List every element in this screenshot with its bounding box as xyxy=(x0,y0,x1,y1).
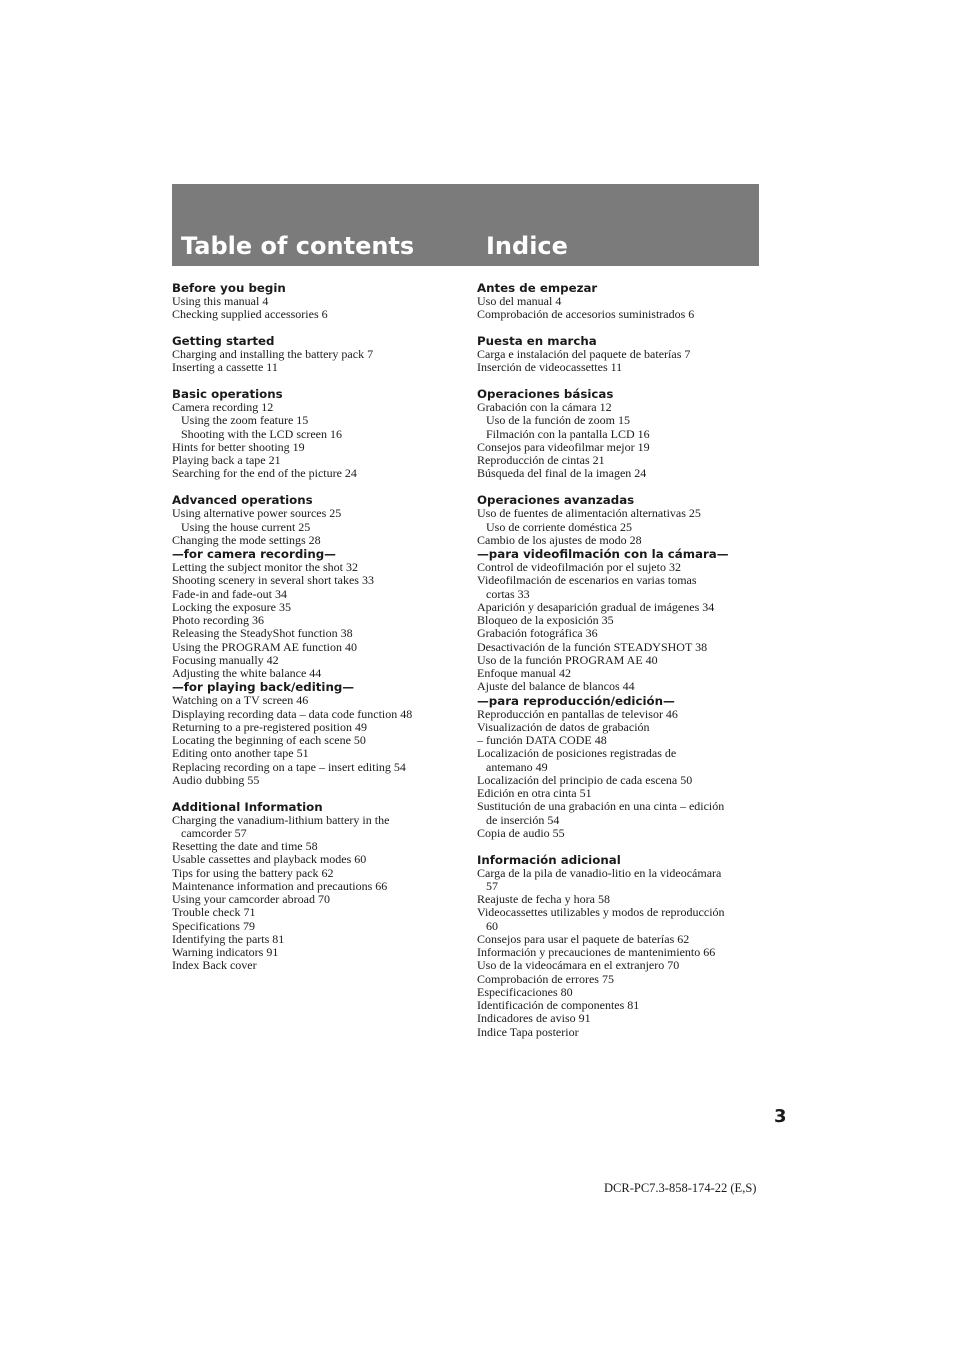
toc-entry: Especificaciones 80 xyxy=(477,984,573,999)
toc-entry: camcorder 57 xyxy=(181,825,247,840)
toc-entry: Using your camcorder abroad 70 xyxy=(172,892,330,907)
section-heading: Advanced operations xyxy=(172,493,313,508)
toc-section xyxy=(477,334,762,375)
toc-entry: Cambio de los ajustes de modo 28 xyxy=(477,532,642,547)
toc-entry: Releasing the SteadyShot function 38 xyxy=(172,626,353,641)
toc-entry: Inserting a cassette 11 xyxy=(172,360,278,375)
toc-entry: Reajuste de fecha y hora 58 xyxy=(477,892,610,907)
toc-section xyxy=(477,493,762,840)
toc-entry: Búsqueda del final de la imagen 24 xyxy=(477,466,647,481)
toc-entry: Consejos para videofilmar mejor 19 xyxy=(477,439,650,454)
toc-entry: 57 xyxy=(486,878,498,893)
toc-entry: Using the PROGRAM AE function 40 xyxy=(172,639,358,654)
toc-entry: Resetting the date and time 58 xyxy=(172,839,318,854)
toc-entry: Shooting scenery in several short takes 33 xyxy=(172,573,374,588)
section-heading: Before you begin xyxy=(172,281,286,295)
toc-entry: Checking supplied accessories 6 xyxy=(172,307,328,322)
toc-entry: Displaying recording data – data code function 48 xyxy=(172,706,413,721)
toc-entry: antemano 49 xyxy=(486,759,548,774)
toc-entry: Watching on a TV screen 46 xyxy=(172,693,309,708)
toc-entry: Editing onto another tape 51 xyxy=(172,746,309,761)
section-heading: Puesta en marcha xyxy=(477,334,597,349)
toc-entry: Reproducción en pantallas de televisor 46 xyxy=(477,706,678,721)
toc-entry: Using this manual 4 xyxy=(172,294,269,308)
section-heading: —for playing back/editing— xyxy=(172,680,355,695)
toc-entry: Comprobación de errores 75 xyxy=(477,971,614,986)
section-heading: Operaciones avanzadas xyxy=(477,493,635,508)
toc-entry: Comprobación de accesorios suministrados 6 xyxy=(477,307,695,322)
toc-entry: Charging and installing the battery pack 7 xyxy=(172,347,374,362)
toc-entry: Returning to a pre-registered position 49 xyxy=(172,719,367,734)
toc-entry: Grabación con la cámara 12 xyxy=(477,400,612,415)
toc-entry: Uso del manual 4 xyxy=(477,294,562,308)
toc-entry: Uso de la función de zoom 15 xyxy=(486,413,630,428)
toc-spanish-column xyxy=(477,281,762,1051)
toc-entry: Using alternative power sources 25 xyxy=(172,506,342,521)
toc-entry: Identificación de componentes 81 xyxy=(477,998,640,1013)
toc-entry: Videocassettes utilizables y modos de reproducción xyxy=(477,905,725,920)
toc-entry: Uso de fuentes de alimentación alternativas 25 xyxy=(477,506,701,521)
toc-entry: Tips for using the battery pack 62 xyxy=(172,865,334,880)
toc-entry: Fade-in and fade-out 34 xyxy=(172,586,287,601)
toc-entry: Locating the beginning of each scene 50 xyxy=(172,733,366,748)
toc-entry: Información y precauciones de mantenimiento 66 xyxy=(477,945,716,960)
toc-entry: Identifying the parts 81 xyxy=(172,931,285,946)
toc-entry: Maintenance information and precautions 66 xyxy=(172,878,388,893)
toc-entry: Desactivación de la función STEADYSHOT 38 xyxy=(477,639,708,654)
toc-entry: de inserción 54 xyxy=(486,812,560,827)
toc-entry: Replacing recording on a tape – insert editing 54 xyxy=(172,759,406,774)
toc-entry: Control de videofilmación por el sujeto 32 xyxy=(477,560,681,575)
toc-section xyxy=(477,281,762,322)
toc-section xyxy=(172,334,452,375)
toc-entry: Uso de la videocámara en el extranjero 70 xyxy=(477,958,680,973)
toc-entry: Uso de corriente doméstica 25 xyxy=(486,519,632,534)
toc-entry: Using the zoom feature 15 xyxy=(181,413,309,428)
toc-entry: Filmación con la pantalla LCD 16 xyxy=(486,426,650,441)
toc-section xyxy=(172,800,452,973)
toc-section xyxy=(477,387,762,481)
toc-entry: Localización de posiciones registradas de xyxy=(477,746,677,761)
title-spanish: Indice xyxy=(486,232,568,260)
toc-entry: Camera recording 12 xyxy=(172,400,274,415)
toc-entry: Focusing manually 42 xyxy=(172,652,279,667)
toc-entry: Uso de la función PROGRAM AE 40 xyxy=(477,652,658,667)
toc-entry: Locking the exposure 35 xyxy=(172,599,291,614)
toc-entry: Using the house current 25 xyxy=(181,519,311,534)
title-english: Table of contents xyxy=(181,232,415,260)
toc-entry: cortas 33 xyxy=(486,586,530,601)
toc-entry: Adjusting the white balance 44 xyxy=(172,666,322,681)
toc-english-column xyxy=(172,281,452,985)
toc-section xyxy=(172,281,452,322)
toc-entry: Hints for better shooting 19 xyxy=(172,439,305,454)
section-heading: Getting started xyxy=(172,334,275,349)
toc-entry: Indicadores de aviso 91 xyxy=(477,1011,591,1026)
toc-entry: Carga de la pila de vanadio-litio en la videocámara xyxy=(477,865,722,880)
toc-entry: Charging the vanadium-lithium battery in the xyxy=(172,812,390,827)
section-heading: Información adicional xyxy=(477,852,621,867)
toc-entry: Videofilmación de escenarios en varias tomas xyxy=(477,573,697,588)
toc-entry: Inserción de videocassettes 11 xyxy=(477,360,623,375)
toc-entry: Sustitución de una grabación en una cinta – edición xyxy=(477,799,725,814)
toc-entry: Trouble check 71 xyxy=(172,905,256,920)
toc-entry: Specifications 79 xyxy=(172,918,255,933)
toc-entry: Grabación fotográfica 36 xyxy=(477,626,598,641)
toc-entry: Reproducción de cintas 21 xyxy=(477,453,605,468)
section-heading: Operaciones básicas xyxy=(477,387,614,402)
toc-entry: Visualización de datos de grabación xyxy=(477,719,650,734)
toc-entry: Photo recording 36 xyxy=(172,613,264,628)
toc-section xyxy=(172,493,452,787)
toc-entry: Bloqueo de la exposición 35 xyxy=(477,613,614,628)
toc-entry: Letting the subject monitor the shot 32 xyxy=(172,560,358,575)
toc-entry: Localización del principio de cada escena 50 xyxy=(477,772,693,787)
toc-entry: Warning indicators 91 xyxy=(172,945,279,960)
toc-entry: Copia de audio 55 xyxy=(477,825,565,840)
section-heading: Antes de empezar xyxy=(477,281,598,295)
toc-entry: Audio dubbing 55 xyxy=(172,772,260,787)
section-heading: —para videofilmación con la cámara— xyxy=(477,547,729,562)
toc-entry: – función DATA CODE 48 xyxy=(477,733,607,748)
section-heading: Additional Information xyxy=(172,799,323,814)
toc-entry: Indice Tapa posterior xyxy=(477,1024,579,1039)
toc-entry: Shooting with the LCD screen 16 xyxy=(181,426,342,441)
toc-section xyxy=(477,853,762,1039)
toc-section xyxy=(172,387,452,481)
toc-entry: Changing the mode settings 28 xyxy=(172,532,321,547)
toc-entry: Carga e instalación del paquete de baterías 7 xyxy=(477,347,691,362)
page-number: 3 xyxy=(774,1106,787,1127)
toc-entry: Ajuste del balance de blancos 44 xyxy=(477,679,635,694)
section-heading: Basic operations xyxy=(172,387,283,402)
toc-entry: Aparición y desaparición gradual de imágenes 34 xyxy=(477,599,715,614)
toc-entry: Enfoque manual 42 xyxy=(477,666,571,681)
toc-entry: Searching for the end of the picture 24 xyxy=(172,466,357,481)
section-heading: —para reproducción/edición— xyxy=(477,693,675,708)
toc-entry: Usable cassettes and playback modes 60 xyxy=(172,852,367,867)
section-heading: —for camera recording— xyxy=(172,547,336,562)
toc-entry: Consejos para usar el paquete de baterías 62 xyxy=(477,931,690,946)
toc-entry: Playing back a tape 21 xyxy=(172,453,281,468)
toc-entry: 60 xyxy=(486,918,498,933)
document-code: DCR-PC7.3-858-174-22 (E,S) xyxy=(604,1181,757,1195)
toc-entry: Index Back cover xyxy=(172,958,257,973)
toc-entry: Edición en otra cinta 51 xyxy=(477,786,592,801)
